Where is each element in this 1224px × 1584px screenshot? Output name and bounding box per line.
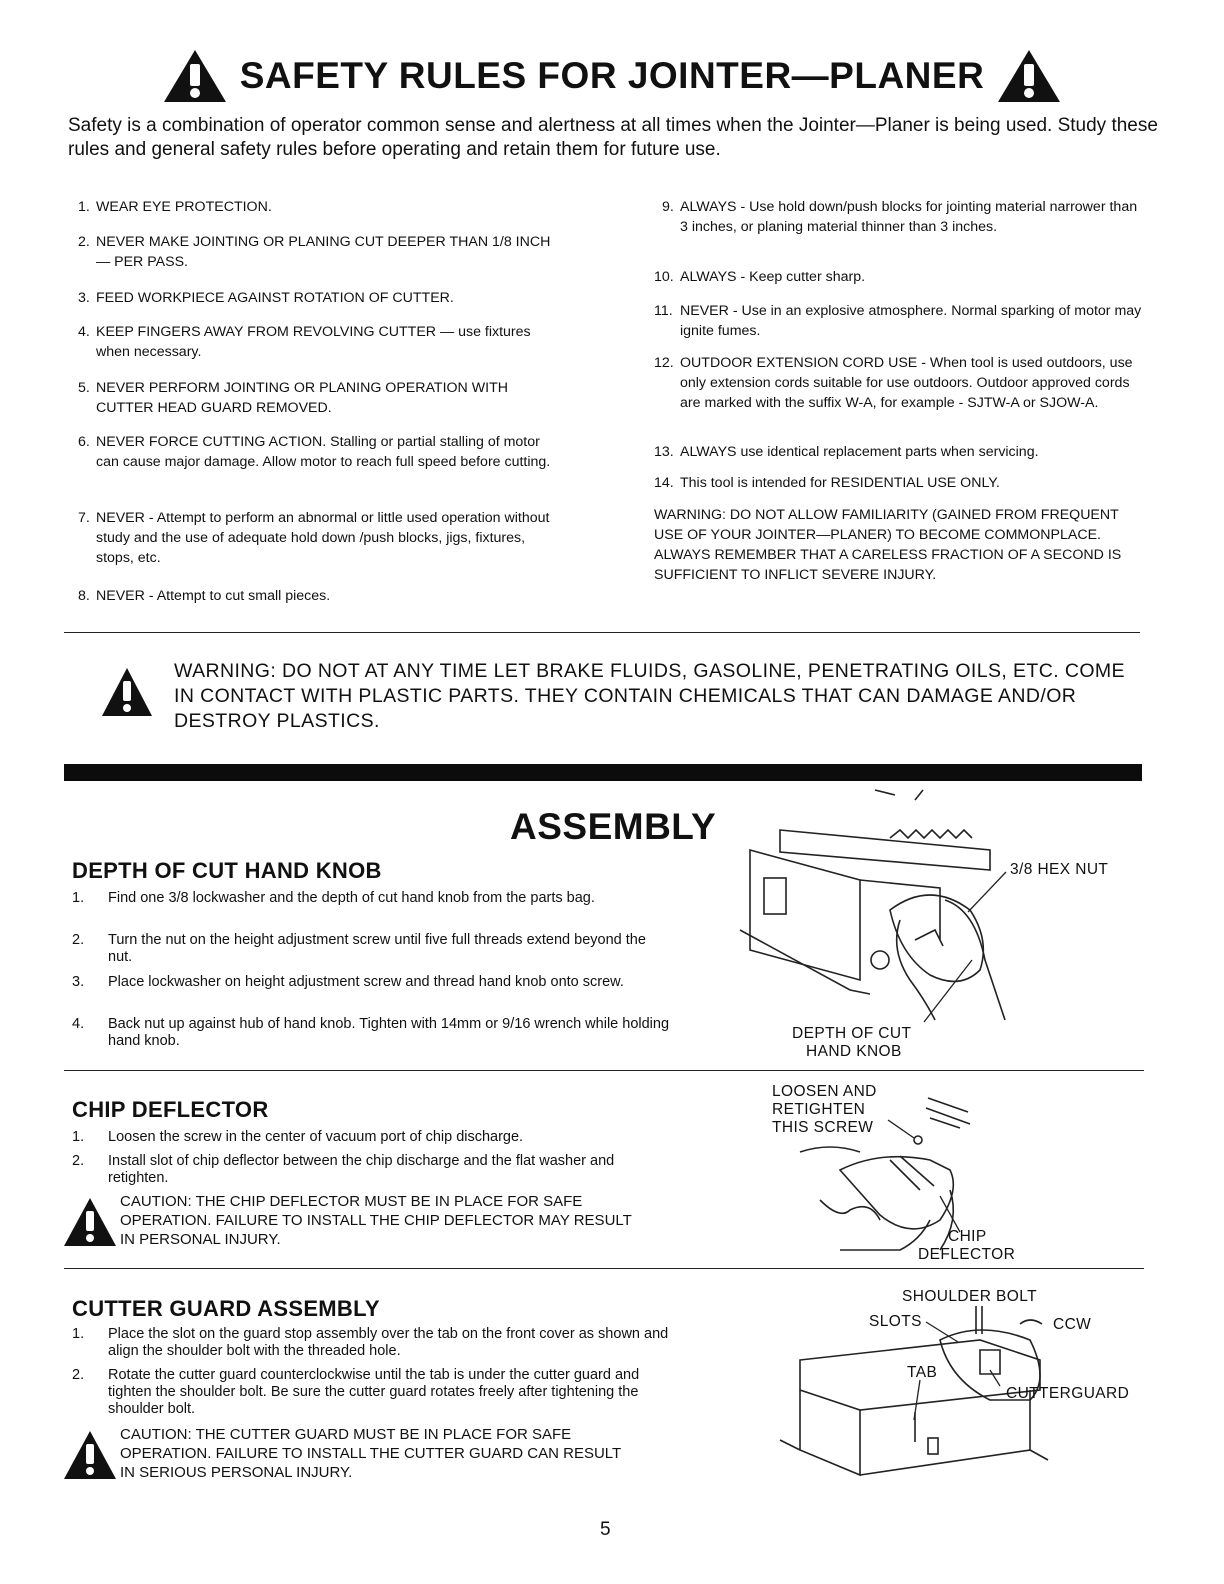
hex-nut-label: 3/8 HEX NUT (1010, 861, 1109, 878)
cutterguard-label: CUTTERGUARD (1006, 1385, 1130, 1402)
knob-label-line1: DEPTH OF CUT (792, 1025, 912, 1042)
depth-knob-heading: DEPTH OF CUT HAND KNOB (72, 858, 382, 883)
tab-label: TAB (907, 1364, 938, 1381)
screw-label-line2: RETIGHTEN (772, 1101, 866, 1118)
chip-deflector-heading: CHIP DEFLECTOR (72, 1097, 269, 1122)
chip-label-line2: DEFLECTOR (918, 1246, 1016, 1263)
ccw-label: CCW (1053, 1316, 1092, 1333)
screw-label-line1: LOOSEN AND (772, 1083, 877, 1100)
chip-deflector-caution: CAUTION: THE CHIP DEFLECTOR MUST BE IN PLACE FOR SAFE OPERATION. FAILURE TO INSTALL THE CHIP DEFLECTOR MAY RESULT IN PERSONAL INJURY. (120, 1193, 632, 1248)
shoulder-bolt-label: SHOULDER BOLT (902, 1288, 1037, 1305)
familiarity-warning: WARNING: DO NOT ALLOW FAMILIARITY (GAINED FROM FREQUENT USE OF YOUR JOINTER—PLANER) TO BECOME COMMONPLACE. ALWAYS REMEMBER THAT A CARELESS FRACTION OF A SECOND IS SUFFICIENT TO INFLICT SEVERE INJURY. (654, 507, 1122, 583)
slots-label: SLOTS (869, 1313, 922, 1330)
chip-label-line1: CHIP (948, 1228, 987, 1245)
page-number: 5 (600, 1519, 611, 1540)
page-title: SAFETY RULES FOR JOINTER—PLANER (239, 55, 985, 96)
cutter-guard-caution: CAUTION: THE CUTTER GUARD MUST BE IN PLACE FOR SAFE OPERATION. FAILURE TO INSTALL THE CUTTER GUARD CAN RESULT IN SERIOUS PERSONAL INJURY. (120, 1426, 621, 1481)
assembly-title: ASSEMBLY (510, 806, 717, 847)
cutter-guard-heading: CUTTER GUARD ASSEMBLY (72, 1296, 380, 1321)
plastics-warning: WARNING: DO NOT AT ANY TIME LET BRAKE FLUIDS, GASOLINE, PENETRATING OILS, ETC. COME IN CONTACT WITH PLASTIC PARTS. THEY CONTAIN CHEMICALS THAT CAN DAMAGE AND/OR DESTROY PLASTICS. (174, 660, 1125, 732)
intro-paragraph: Safety is a combination of operator common sense and alertness at all times when the Jointer—Planer is being used. Study these rules and general safety rules before operating and retain them for future use. (68, 115, 1158, 160)
screw-label-line3: THIS SCREW (772, 1119, 874, 1136)
knob-label-line2: HAND KNOB (806, 1043, 902, 1060)
